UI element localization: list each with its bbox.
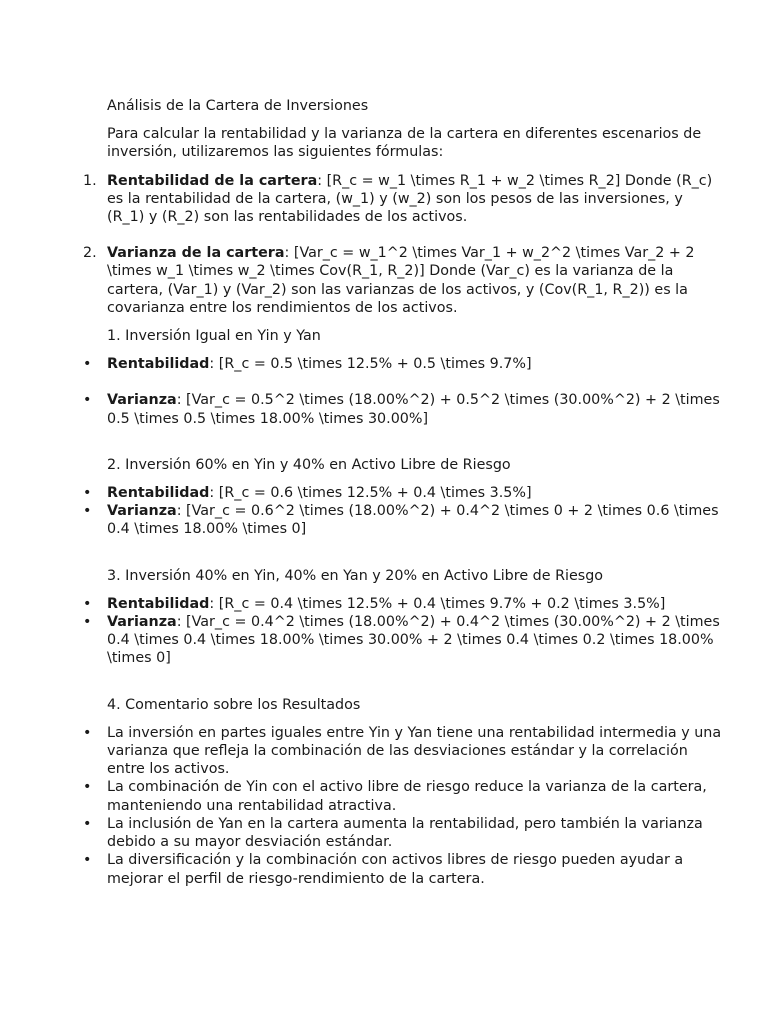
bullet-icon: •	[83, 815, 92, 832]
bullet-icon: •	[83, 779, 92, 796]
section-heading-1: 1. Inversión Igual en Yin y Yan	[107, 328, 321, 345]
section-2-list	[83, 484, 722, 539]
bullet-icon: •	[83, 503, 92, 520]
list-number: 1.	[83, 172, 97, 189]
section-4-list	[83, 724, 722, 888]
formula-text: : [R_c = w_1 \times R_1 + w_2 \times R_2] Donde (R_c) es la rentabilidad de la cartera, (w_1) y (w_2) son los pesos de las inversiones, y (R_1) y (R_2) son las rentabilidades de los activos.	[107, 172, 713, 226]
list-number: 2.	[83, 245, 97, 262]
list-item	[83, 391, 722, 427]
item-text: La inversión en partes iguales entre Yin y Yan tiene una rentabilidad intermedia y una varianza que refleja la combinación de las desviaciones estándar y la correlación entre los activos.	[107, 724, 722, 778]
formula-list	[83, 172, 722, 317]
document-title: Análisis de la Cartera de Inversiones	[107, 98, 369, 114]
list-item	[83, 502, 722, 538]
section-3-list	[83, 595, 722, 668]
item-text: : [Var_c = 0.5^2 \times (18.00%^2) + 0.5^2 \times (30.00%^2) + 2 \times 0.5 \times 0.5 \times 18.00% \times 30.00%]	[107, 392, 720, 427]
list-item	[83, 724, 722, 779]
item-text: : [R_c = 0.6 \times 12.5% + 0.4 \times 3.5%]	[209, 485, 532, 502]
list-item	[83, 355, 722, 373]
list-item	[83, 778, 722, 814]
item-text: La inclusión de Yan en la cartera aumenta la rentabilidad, pero también la varianza debido a su mayor desviación estándar.	[107, 815, 703, 851]
list-item	[83, 484, 722, 502]
item-label: Varianza	[107, 392, 177, 409]
item-text: : [R_c = 0.5 \times 12.5% + 0.5 \times 9.7%]	[209, 356, 532, 373]
item-label: Rentabilidad	[107, 356, 210, 373]
item-label: Varianza	[107, 503, 177, 520]
list-item	[83, 613, 722, 668]
bullet-icon: •	[83, 852, 92, 869]
intro-paragraph: Para calcular la rentabilidad y la varianza de la cartera en diferentes escenarios de inversión, utilizaremos las siguientes fórmulas:	[107, 126, 702, 161]
item-text: : [Var_c = 0.4^2 \times (18.00%^2) + 0.4^2 \times (30.00%^2) + 2 \times 0.4 \times 0.4 \times 18.00% \times 30.00% + 2 \times 0.4 \times 0.2 \times 18.00% \times 0]	[107, 614, 720, 667]
formula-item-varianza	[83, 244, 722, 317]
section-heading-3: 3. Inversión 40% en Yin, 40% en Yan y 20% en Activo Libre de Riesgo	[107, 567, 604, 584]
bullet-icon: •	[83, 392, 92, 409]
section-1-list	[83, 355, 722, 428]
list-item	[83, 851, 722, 887]
bullet-icon: •	[83, 356, 92, 373]
item-text: : [R_c = 0.4 \times 12.5% + 0.4 \times 9.7% + 0.2 \times 3.5%]	[209, 595, 666, 612]
document-body	[83, 97, 722, 888]
bullet-icon: •	[83, 595, 92, 612]
list-item	[83, 595, 722, 613]
bullet-icon: •	[83, 724, 92, 741]
list-item	[83, 815, 722, 851]
item-text: : [Var_c = 0.6^2 \times (18.00%^2) + 0.4^2 \times 0 + 2 \times 0.6 \times 0.4 \times 18.00% \times 0]	[107, 503, 719, 538]
item-label: Varianza	[107, 614, 177, 631]
bullet-icon: •	[83, 485, 92, 502]
formula-label: Varianza de la cartera	[107, 245, 285, 262]
formula-label: Rentabilidad de la cartera	[107, 172, 318, 189]
section-heading-2: 2. Inversión 60% en Yin y 40% en Activo Libre de Riesgo	[107, 456, 511, 473]
item-text: La diversificación y la combinación con activos libres de riesgo pueden ayudar a mejorar el perfil de riesgo-rendimiento de la cartera.	[107, 852, 684, 887]
item-label: Rentabilidad	[107, 485, 210, 502]
formula-text: : [Var_c = w_1^2 \times Var_1 + w_2^2 \times Var_2 + 2 \times w_1 \times w_2 \times Cov(R_1, R_2)] Donde (Var_c) es la varianza de la cartera, (Var_1) y (Var_2) son las varianzas de los activos, y (Cov(R_1, R_2)) es la covarianza entre los rendimientos de los activos.	[107, 245, 695, 316]
formula-item-rentabilidad	[83, 172, 722, 227]
bullet-icon: •	[83, 614, 92, 631]
item-text: La combinación de Yin con el activo libre de riesgo reduce la varianza de la cartera, manteniendo una rentabilidad atractiva.	[107, 779, 707, 814]
section-heading-4: 4. Comentario sobre los Resultados	[107, 696, 361, 713]
item-label: Rentabilidad	[107, 595, 210, 612]
